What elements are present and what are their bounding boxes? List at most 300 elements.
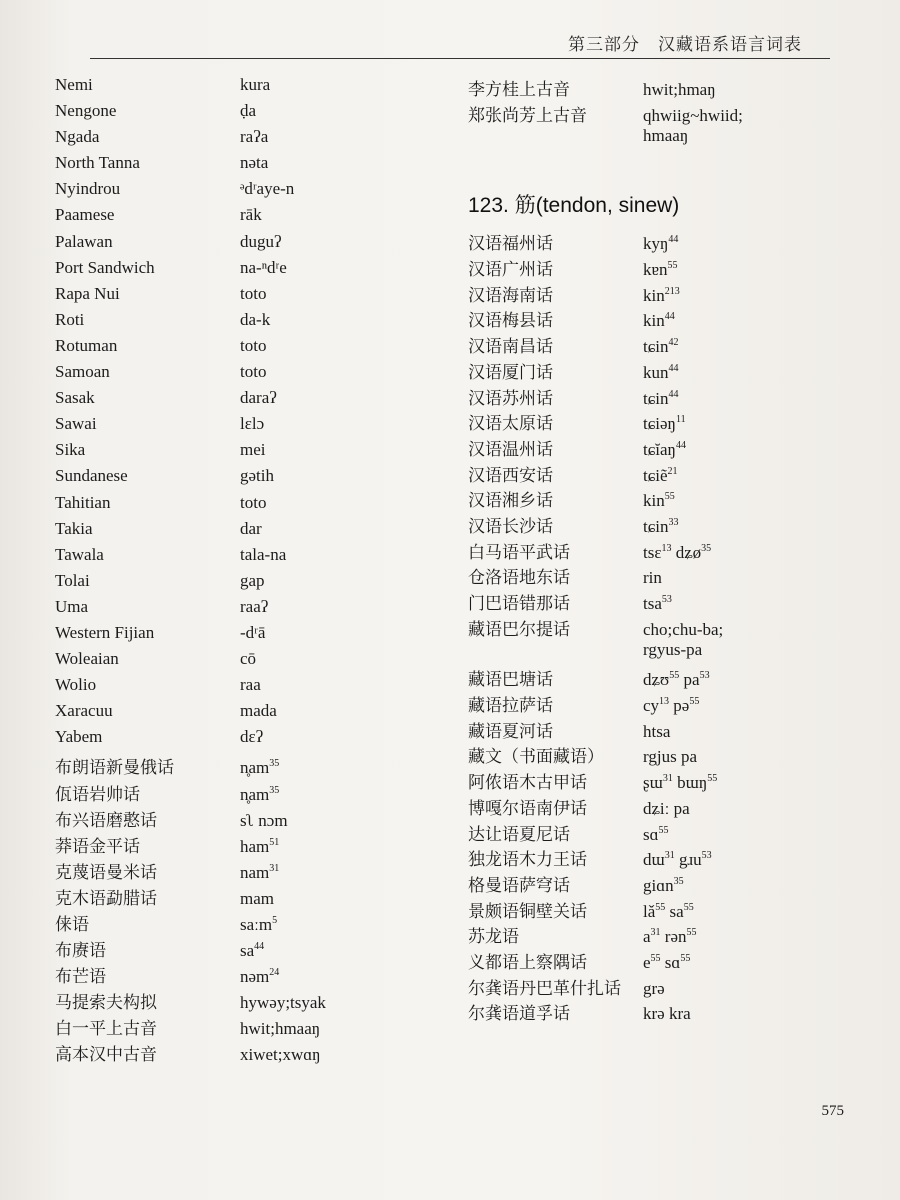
word-form-text: toto bbox=[240, 492, 267, 512]
entry-row bbox=[55, 362, 435, 388]
entry-row bbox=[55, 597, 435, 623]
language-name: 李方桂上古音 bbox=[468, 80, 570, 99]
tone-superscript: 213 bbox=[664, 285, 680, 297]
tone-superscript: 31 bbox=[664, 850, 675, 862]
entry-row bbox=[55, 414, 435, 440]
entry-row bbox=[468, 281, 848, 307]
word-form-text: tɕiəŋ bbox=[643, 414, 676, 434]
word-form bbox=[240, 101, 435, 121]
word-form bbox=[240, 75, 435, 95]
word-form bbox=[240, 284, 435, 304]
word-form-text: nəta bbox=[240, 153, 269, 173]
language-name: 汉语福州话 bbox=[468, 234, 553, 254]
entry-row bbox=[468, 229, 848, 255]
word-form bbox=[240, 701, 435, 721]
word-form-text: e bbox=[643, 952, 651, 972]
word-form bbox=[240, 519, 435, 539]
word-form bbox=[643, 640, 848, 660]
entry-row bbox=[55, 675, 435, 701]
entry-row bbox=[468, 384, 848, 410]
entry-row bbox=[55, 205, 435, 231]
language-name: 汉语梅县话 bbox=[468, 311, 553, 331]
entry-row bbox=[55, 806, 435, 832]
entry-row bbox=[55, 571, 435, 597]
language-name: Woleaian bbox=[55, 649, 119, 669]
entry-row bbox=[55, 1040, 435, 1066]
language-name: 汉语长沙话 bbox=[468, 516, 553, 536]
word-form bbox=[240, 649, 435, 669]
right-column bbox=[468, 75, 848, 1025]
entry-row bbox=[468, 845, 848, 871]
word-form bbox=[643, 389, 848, 409]
tone-superscript: 51 bbox=[269, 836, 280, 848]
entry-row bbox=[55, 75, 435, 101]
tone-superscript: 55 bbox=[707, 773, 718, 785]
word-form-text: rən bbox=[660, 927, 687, 947]
word-form bbox=[643, 440, 848, 460]
word-form-text: ham bbox=[240, 836, 270, 856]
word-form-text: gɹu bbox=[674, 850, 702, 870]
entry-row bbox=[468, 948, 848, 974]
language-name: Sasak bbox=[55, 388, 95, 408]
word-form-text: tsɛ bbox=[643, 542, 662, 562]
word-form-text: sʅ nɔm bbox=[240, 810, 288, 830]
entry-row bbox=[468, 691, 848, 717]
section-title-text: 筋(tendon, sinew) bbox=[514, 194, 680, 218]
word-form-text: tɕin bbox=[643, 337, 669, 357]
word-form bbox=[643, 543, 848, 563]
language-name: 汉语西安话 bbox=[468, 465, 553, 485]
entry-row bbox=[55, 179, 435, 205]
word-form bbox=[643, 363, 848, 383]
word-form-text: raaʔ bbox=[240, 596, 269, 616]
word-form-text: kin bbox=[643, 311, 665, 331]
language-name: Wolio bbox=[55, 675, 97, 695]
language-name: Port Sandwich bbox=[55, 257, 155, 277]
language-name: 布芒语 bbox=[55, 967, 106, 987]
language-name: 藏语巴尔提话 bbox=[468, 619, 570, 639]
word-form-text: tsa bbox=[643, 594, 662, 613]
tone-superscript: 13 bbox=[659, 696, 670, 708]
entry-row bbox=[55, 884, 435, 910]
language-name: 景颇语铜壁关话 bbox=[468, 901, 587, 921]
tone-superscript: 31 bbox=[650, 927, 661, 939]
entry-row bbox=[55, 310, 435, 336]
entry-row bbox=[55, 649, 435, 675]
language-name: 藏文（书面藏语） bbox=[468, 747, 604, 767]
word-form-text: tɕiẽ bbox=[643, 465, 668, 485]
entry-row bbox=[55, 258, 435, 284]
word-form-text: nam bbox=[240, 862, 270, 882]
entry-row bbox=[55, 284, 435, 310]
entry-row bbox=[55, 101, 435, 127]
entry-row bbox=[55, 936, 435, 962]
language-name: 布朗语新曼俄话 bbox=[55, 758, 174, 778]
word-form-text: kura bbox=[240, 75, 271, 94]
word-form-text: na-ⁿdʳe bbox=[240, 257, 287, 277]
word-form-text: rgyus-pa bbox=[643, 640, 703, 660]
word-form-text: cho;chu-ba; bbox=[643, 619, 724, 639]
language-name: 格曼语萨穹话 bbox=[468, 875, 570, 895]
word-form bbox=[643, 466, 848, 486]
tone-superscript: 55 bbox=[664, 491, 675, 503]
word-form-text: -dʳā bbox=[240, 622, 266, 642]
entry-row bbox=[468, 512, 848, 538]
tone-superscript: 55 bbox=[658, 824, 669, 836]
language-name: 独龙语木力王话 bbox=[468, 850, 587, 870]
entry-row bbox=[468, 435, 848, 461]
language-name: Samoan bbox=[55, 362, 110, 382]
word-form-text: dʑø bbox=[671, 542, 702, 562]
word-form-text: da-k bbox=[240, 309, 271, 329]
word-form-text: toto bbox=[240, 362, 267, 382]
word-form bbox=[240, 571, 435, 591]
tone-superscript: 55 bbox=[669, 670, 680, 682]
word-form-text: rin bbox=[643, 568, 662, 588]
entry-row bbox=[468, 999, 848, 1025]
word-form-text: toto bbox=[240, 335, 267, 355]
language-name: 义都语上察隅话 bbox=[468, 952, 587, 972]
language-name: 达让语夏尼话 bbox=[468, 824, 570, 844]
word-form-text: kin bbox=[643, 491, 665, 511]
word-form bbox=[643, 517, 848, 537]
language-name: Sawai bbox=[55, 414, 97, 434]
language-name: Palawan bbox=[55, 231, 113, 251]
language-name: Nemi bbox=[55, 75, 93, 94]
word-form bbox=[643, 696, 848, 716]
running-head: 第三部分 汉藏语系语言词表 bbox=[568, 35, 802, 54]
word-form-text: tɕin bbox=[643, 388, 669, 408]
entry-row bbox=[468, 101, 848, 127]
language-name: 马提索夫构拟 bbox=[55, 993, 157, 1013]
left-column bbox=[55, 75, 435, 1067]
word-form-text: dʑiː pa bbox=[643, 798, 690, 818]
word-form-text: pa bbox=[679, 670, 700, 690]
language-name: 克木语勐腊话 bbox=[55, 888, 157, 908]
section-entries bbox=[468, 229, 848, 1025]
language-name: Rapa Nui bbox=[55, 283, 120, 303]
entry-row bbox=[468, 974, 848, 1000]
right-top-entries bbox=[468, 75, 848, 151]
tone-superscript: 55 bbox=[680, 952, 691, 964]
word-form-text: kin bbox=[643, 285, 665, 305]
word-form-text: raa bbox=[240, 675, 261, 695]
page-number: 575 bbox=[821, 1103, 844, 1119]
entry-row bbox=[55, 519, 435, 545]
word-form-text: saːm bbox=[240, 915, 273, 934]
entry-row bbox=[468, 409, 848, 435]
entry-row bbox=[468, 358, 848, 384]
word-form-text: hwit;hmaaŋ bbox=[240, 1019, 321, 1039]
word-form-text: gətih bbox=[240, 466, 274, 486]
word-form bbox=[240, 232, 435, 252]
language-name: Sika bbox=[55, 440, 86, 460]
word-form-text: kun bbox=[643, 362, 669, 382]
tone-superscript: 55 bbox=[686, 927, 697, 939]
entry-row bbox=[55, 832, 435, 858]
entry-row bbox=[55, 153, 435, 179]
entry-row bbox=[468, 768, 848, 794]
entry-row bbox=[55, 988, 435, 1014]
word-form-text: rgjus pa bbox=[643, 747, 697, 767]
entry-row bbox=[468, 255, 848, 281]
word-form-text: sɑ bbox=[660, 952, 681, 972]
entry-row bbox=[468, 871, 848, 897]
word-form bbox=[240, 414, 435, 434]
word-form bbox=[643, 311, 848, 331]
tone-superscript: 31 bbox=[269, 862, 280, 874]
word-form bbox=[643, 799, 848, 819]
word-form bbox=[643, 773, 848, 793]
tone-superscript: 31 bbox=[662, 773, 673, 785]
language-name: Nengone bbox=[55, 101, 117, 121]
word-form: hmaaŋ bbox=[643, 126, 689, 146]
word-form bbox=[240, 258, 435, 278]
word-form-text: htsa bbox=[643, 721, 671, 741]
entry-row bbox=[468, 589, 848, 615]
word-form-text: krə kra bbox=[643, 1004, 691, 1024]
word-form bbox=[643, 876, 848, 896]
language-name: 高本汉中古音 bbox=[55, 1045, 157, 1065]
word-form-text: dɛʔ bbox=[240, 727, 264, 747]
language-name: Sundanese bbox=[55, 466, 128, 486]
tone-superscript: 35 bbox=[269, 784, 280, 796]
word-form bbox=[240, 205, 435, 225]
word-form-text: sa bbox=[240, 941, 255, 961]
language-name: Western Fijian bbox=[55, 622, 155, 642]
language-name: 布赓语 bbox=[55, 941, 106, 961]
word-form bbox=[240, 941, 435, 961]
tone-superscript: 42 bbox=[668, 337, 679, 349]
entry-row bbox=[468, 820, 848, 846]
word-form bbox=[240, 466, 435, 486]
word-form bbox=[240, 727, 435, 747]
tone-superscript: 35 bbox=[673, 875, 684, 887]
entry-row bbox=[55, 1014, 435, 1040]
entry-row bbox=[468, 461, 848, 487]
word-form-text: kɐn bbox=[643, 260, 668, 280]
section-heading bbox=[468, 189, 848, 219]
word-form bbox=[643, 722, 848, 742]
language-name: 汉语广州话 bbox=[468, 260, 553, 280]
language-name: 尔龚语道孚话 bbox=[468, 1004, 570, 1024]
language-name: Tahitian bbox=[55, 492, 111, 512]
word-form bbox=[240, 623, 435, 643]
word-form: qhwiig~hwiid; bbox=[643, 105, 743, 125]
word-form bbox=[240, 153, 435, 173]
language-name: Takia bbox=[55, 518, 93, 538]
section-number: 123. bbox=[468, 194, 509, 218]
word-form bbox=[240, 597, 435, 617]
tone-superscript: 44 bbox=[668, 388, 679, 400]
language-name: 汉语温州话 bbox=[468, 439, 553, 459]
entry-row bbox=[468, 615, 848, 641]
word-form bbox=[643, 747, 848, 767]
word-form bbox=[240, 863, 435, 883]
tone-superscript: 44 bbox=[675, 439, 686, 451]
word-form bbox=[643, 825, 848, 845]
word-form-text: kyŋ bbox=[643, 234, 669, 254]
entry-row bbox=[55, 623, 435, 649]
language-name: 克蔑语曼米话 bbox=[55, 862, 157, 882]
tone-superscript: 5 bbox=[272, 915, 278, 926]
word-form: hwit;hmaŋ bbox=[643, 80, 716, 99]
word-form-text: cō bbox=[240, 649, 257, 669]
word-form-text: n̥am bbox=[240, 784, 270, 804]
entry-row bbox=[468, 332, 848, 358]
language-name: Uma bbox=[55, 596, 89, 616]
word-form bbox=[240, 889, 435, 909]
entry-row bbox=[468, 126, 848, 151]
word-form bbox=[240, 493, 435, 513]
tone-superscript: 44 bbox=[668, 362, 679, 374]
word-form bbox=[240, 758, 435, 778]
language-name: North Tanna bbox=[55, 153, 140, 173]
word-form-text: hywəy;tsyak bbox=[240, 993, 326, 1013]
language-name: 汉语湘乡话 bbox=[468, 491, 553, 511]
language-name: 藏语巴塘话 bbox=[468, 670, 553, 690]
tone-superscript: 53 bbox=[661, 594, 672, 605]
entry-row bbox=[468, 306, 848, 332]
word-form-text: lɛlɔ bbox=[240, 414, 265, 434]
language-name: Tawala bbox=[55, 544, 104, 564]
entry-row bbox=[55, 388, 435, 414]
language-name: Roti bbox=[55, 309, 85, 329]
language-name: 佤语岩帅话 bbox=[55, 784, 140, 804]
word-form bbox=[643, 234, 848, 254]
entry-row bbox=[55, 701, 435, 727]
entry-row bbox=[55, 753, 435, 779]
word-form-text: ʂɯ bbox=[643, 773, 663, 793]
word-form bbox=[643, 670, 848, 690]
word-form-text: n̥am bbox=[240, 758, 270, 778]
word-form bbox=[643, 620, 848, 640]
word-form-text: ḍa bbox=[240, 101, 257, 121]
entry-row bbox=[468, 794, 848, 820]
word-form-text: a bbox=[643, 927, 651, 947]
word-form bbox=[643, 286, 848, 306]
word-form bbox=[643, 1004, 848, 1024]
language-name: 汉语南昌话 bbox=[468, 337, 553, 357]
language-name: 博嘎尔语南伊话 bbox=[468, 798, 587, 818]
word-form-text: grə bbox=[643, 978, 665, 998]
language-name: 门巴语错那话 bbox=[468, 594, 570, 613]
tone-superscript: 11 bbox=[675, 414, 686, 426]
language-name: 汉语太原话 bbox=[468, 414, 553, 434]
word-form-text: daraʔ bbox=[240, 388, 277, 408]
word-form bbox=[240, 440, 435, 460]
word-form bbox=[643, 568, 848, 588]
word-form bbox=[240, 811, 435, 831]
entry-row bbox=[55, 493, 435, 519]
word-form-text: mada bbox=[240, 701, 277, 721]
word-form-text: toto bbox=[240, 283, 267, 303]
entry-row bbox=[55, 727, 435, 753]
word-form bbox=[643, 953, 848, 973]
word-form-text: tala-na bbox=[240, 544, 287, 564]
language-name: 藏语拉萨话 bbox=[468, 696, 553, 716]
tone-superscript: 55 bbox=[655, 901, 666, 913]
entry-row bbox=[468, 665, 848, 691]
language-name: 仓洛语地东话 bbox=[468, 568, 570, 588]
word-form bbox=[643, 850, 848, 870]
language-name: 郑张尚芳上古音 bbox=[468, 105, 587, 125]
entry-row bbox=[468, 563, 848, 589]
word-form-text: duguʔ bbox=[240, 231, 282, 251]
tone-superscript: 44 bbox=[664, 311, 675, 323]
tone-superscript: 35 bbox=[701, 542, 712, 554]
word-form bbox=[643, 594, 848, 614]
word-form bbox=[240, 675, 435, 695]
word-form-text: raʔa bbox=[240, 127, 269, 147]
entry-row bbox=[468, 717, 848, 743]
word-form-text: sa bbox=[665, 901, 684, 921]
header-rule bbox=[90, 58, 830, 59]
word-form-text: dɯ bbox=[643, 850, 665, 870]
tone-superscript: 55 bbox=[650, 952, 661, 964]
language-name: Rotuman bbox=[55, 335, 118, 355]
language-name: 阿侬语木古甲话 bbox=[468, 773, 587, 793]
tone-superscript: 33 bbox=[668, 516, 679, 528]
entry-row bbox=[55, 127, 435, 153]
language-name: 布兴语磨憨话 bbox=[55, 810, 157, 830]
word-form bbox=[240, 1019, 435, 1039]
word-form bbox=[240, 1045, 435, 1065]
language-name: Nyindrou bbox=[55, 179, 121, 199]
tone-superscript: 44 bbox=[254, 941, 265, 953]
tone-superscript: 53 bbox=[701, 850, 712, 862]
language-name: 莽语金平话 bbox=[55, 836, 140, 856]
tone-superscript: 24 bbox=[269, 967, 280, 979]
language-name: 汉语海南话 bbox=[468, 285, 553, 305]
entry-row bbox=[55, 440, 435, 466]
entry-row bbox=[468, 538, 848, 564]
word-form-text: rāk bbox=[240, 205, 262, 225]
tone-superscript: 55 bbox=[683, 901, 694, 913]
entry-row bbox=[55, 910, 435, 936]
word-form bbox=[240, 127, 435, 147]
word-form bbox=[240, 179, 435, 199]
language-name: Tolai bbox=[55, 570, 90, 590]
word-form-text: mei bbox=[240, 440, 266, 460]
word-form-text: dar bbox=[240, 518, 262, 538]
entry-row bbox=[55, 336, 435, 362]
word-form bbox=[240, 837, 435, 857]
word-form-text: sɑ bbox=[643, 824, 659, 844]
language-name: Paamese bbox=[55, 205, 115, 225]
entry-row bbox=[468, 75, 848, 101]
word-form-text: tɕin bbox=[643, 516, 669, 536]
word-form bbox=[240, 336, 435, 356]
entry-row bbox=[468, 922, 848, 948]
language-name: 汉语苏州话 bbox=[468, 388, 553, 408]
word-form-text: cy bbox=[643, 696, 660, 716]
word-form-text: nəm bbox=[240, 967, 270, 987]
language-name: 尔龚语丹巴革什扎话 bbox=[468, 978, 621, 998]
entry-row bbox=[468, 640, 848, 665]
word-form bbox=[643, 979, 848, 999]
word-form bbox=[240, 388, 435, 408]
entry-row bbox=[55, 466, 435, 492]
word-form bbox=[643, 337, 848, 357]
tone-superscript: 35 bbox=[269, 758, 280, 770]
tone-superscript: 53 bbox=[699, 670, 710, 682]
word-form-text: pə bbox=[669, 696, 690, 716]
language-name: Yabem bbox=[55, 727, 103, 747]
word-form bbox=[240, 785, 435, 805]
language-name: 苏龙语 bbox=[468, 927, 519, 947]
word-form bbox=[240, 915, 435, 935]
